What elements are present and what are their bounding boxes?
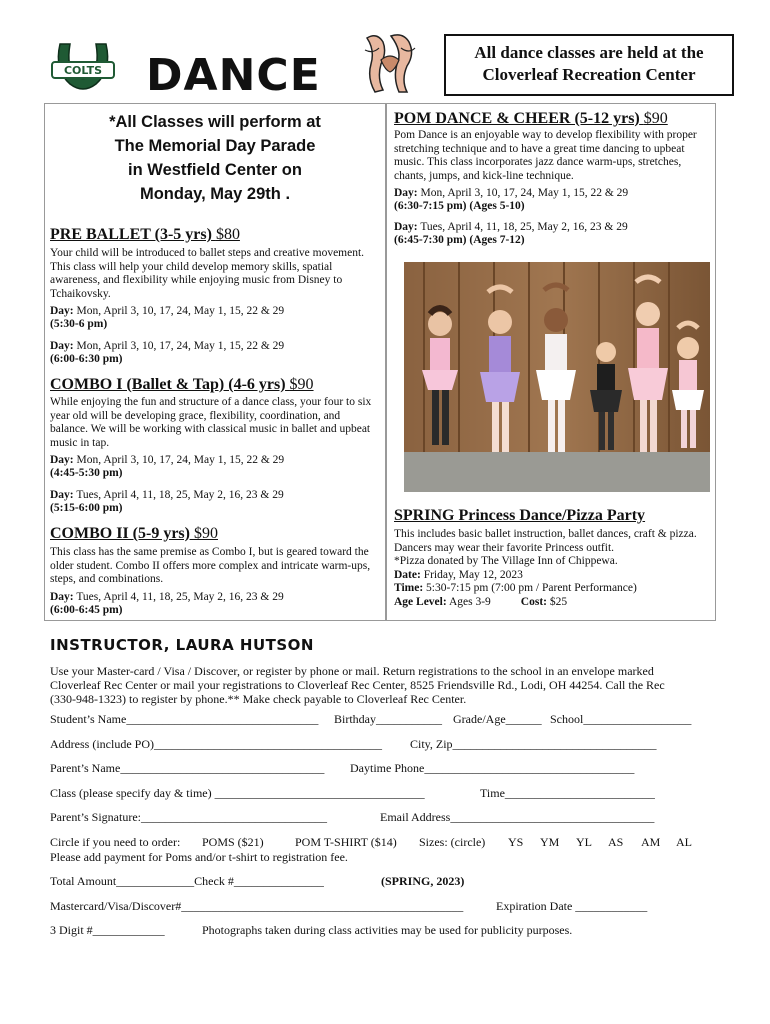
pom-schedule-1: Day: Mon, April 3, 10, 17, 24, May 1, 15, 22 & 29 (6:30-7:15 pm) (Ages 5-10)	[394, 187, 629, 212]
colts-horseshoe-logo	[50, 40, 116, 96]
dancer-illustration-icon	[357, 30, 423, 96]
spring-section	[394, 507, 710, 609]
registration-instructions	[50, 664, 665, 706]
pom-price: $90	[643, 110, 668, 127]
pre-ballet-price: $80	[215, 226, 240, 243]
season-label: (SPRING, 2023)	[381, 874, 465, 888]
class-field[interactable]: Class (please specify day & time) ___________________________________	[50, 786, 425, 800]
pom-description: Pom Dance is an enjoyable way to develop flexibility with proper stretching technique and to have a great time dancing to upbeat music. This class incorporates jazz dance warm-ups, stretches, chants, jumps, and kick-line technique.	[394, 129, 697, 182]
tshirt-option[interactable]: POM T-SHIRT ($14)	[295, 835, 397, 849]
venue-line-2: Cloverleaf Recreation Center	[482, 65, 696, 84]
combo-2-price: $90	[193, 525, 218, 542]
card-number-field[interactable]: Mastercard/Visa/Discover#_______________________________________________	[50, 899, 464, 913]
poms-option[interactable]: POMS ($21)	[202, 835, 264, 849]
payment-note: Please add payment for Poms and/or t-shirt to registration fee.	[50, 850, 348, 864]
parade-line-4: Monday, May 29th .	[139, 185, 291, 203]
parade-line-1: *All Classes will perform at	[109, 113, 321, 131]
size-al-option[interactable]: AL	[676, 835, 692, 849]
registration-line-3: (330-948-1323) to register by phone.** Make check payable to Cloverleaf Rec Center.	[50, 692, 467, 706]
combo-1-title: COMBO I (Ballet & Tap) (4-6 yrs) $90	[50, 376, 314, 393]
spring-date: Date: Friday, May 12, 2023	[394, 568, 523, 581]
pre-ballet-schedule-1: Day: Mon, April 3, 10, 17, 24, May 1, 15, 22 & 29 (5:30-6 pm)	[50, 305, 285, 330]
combo-1-schedule-2: Day: Tues, April 4, 11, 18, 25, May 2, 16, 23 & 29 (5:15-6:00 pm)	[50, 489, 284, 514]
venue-notice-box	[444, 34, 734, 96]
time-field[interactable]: Time_________________________	[480, 786, 655, 800]
spring-description: This includes basic ballet instruction, ballet dances, craft & pizza. Dancers may wear their favorite Princess outfit.	[394, 528, 697, 554]
combo-1-schedule-1: Day: Mon, April 3, 10, 17, 24, May 1, 15, 22 & 29 (4:45-5:30 pm)	[50, 454, 285, 479]
combo-1-price: $90	[289, 376, 314, 393]
combo-2-description: This class has the same premise as Combo I, but is geared toward the older student. Combo II offers more complex and intricate warm-ups, steps, and combinations.	[50, 546, 371, 585]
spring-pizza-note: *Pizza donated by The Village Inn of Chippewa.	[394, 555, 618, 567]
daytime-phone-field[interactable]: Daytime Phone___________________________________	[350, 761, 635, 775]
spring-age-cost: Age Level: Ages 3-9 Cost: $25	[394, 595, 568, 608]
combo-1-description: While enjoying the fun and structure of a dance class, your four to six year old will be developing grace, flexibility, coordination, and balance. We will be working with classical music in ballet and upbeat music in tap.	[50, 396, 372, 449]
photo-notice: Photographs taken during class activities may be used for publicity purposes.	[202, 923, 573, 937]
page-title: DANCE	[146, 50, 321, 101]
size-ys-option[interactable]: YS	[508, 835, 524, 849]
expiration-date-field[interactable]: Expiration Date ____________	[496, 899, 648, 913]
registration-line-1: Use your Master-card / Visa / Discover, or register by phone or mail. Return registrations to the school in an envelope marked	[50, 664, 654, 678]
three-digit-field[interactable]: 3 Digit #____________	[50, 923, 165, 937]
grade-age-field[interactable]: Grade/Age______	[453, 712, 542, 726]
combo-2-title: COMBO II (5-9 yrs) $90	[50, 525, 218, 542]
pre-ballet-title: PRE BALLET (3-5 yrs) $80	[50, 226, 240, 243]
combo-2-section	[50, 525, 380, 617]
parade-notice	[70, 110, 360, 206]
combo-1-section	[50, 376, 380, 515]
pom-schedule-2: Day: Tues, April 4, 11, 18, 25, May 2, 16, 23 & 29 (6:45-7:30 pm) (Ages 7-12)	[394, 221, 628, 246]
parade-line-3: in Westfield Center on	[128, 161, 302, 179]
sizes-label: Sizes: (circle)	[419, 835, 486, 849]
size-as-option[interactable]: AS	[608, 835, 624, 849]
combo-2-schedule-1: Day: Tues, April 4, 11, 18, 25, May 2, 16, 23 & 29 (6:00-6:45 pm)	[50, 590, 284, 616]
parent-signature-field[interactable]: Parent’s Signature:_______________________________	[50, 810, 327, 824]
pre-ballet-schedule-2: Day: Mon, April 3, 10, 17, 24, May 1, 15, 22 & 29 (6:00-6:30 pm)	[50, 340, 285, 365]
pom-title: POM DANCE & CHEER (5-12 yrs) $90	[394, 110, 668, 127]
registration-line-2: Cloverleaf Rec Center or mail your registrations to Cloverleaf Rec Center, 8525 Friendsville Rd., Lodi, OH 44254. Call the Rec	[50, 678, 665, 692]
size-am-option[interactable]: AM	[641, 835, 661, 849]
logo-text: COLTS	[63, 64, 103, 77]
venue-line-1: All dance classes are held at the	[474, 43, 704, 62]
order-circle-label: Circle if you need to order:	[50, 835, 181, 849]
email-field[interactable]: Email Address__________________________________	[380, 810, 655, 824]
spring-time: Time: 5:30-7:15 pm (7:00 pm / Parent Performance)	[394, 582, 637, 594]
total-check-field[interactable]: Total Amount_____________Check #_______________	[50, 874, 324, 888]
parade-line-2: The Memorial Day Parade	[114, 137, 316, 155]
student-name-field[interactable]: Student’s Name________________________________	[50, 712, 319, 726]
birthday-field[interactable]: Birthday___________	[334, 712, 442, 726]
parent-name-field[interactable]: Parent’s Name__________________________________	[50, 761, 325, 775]
instructor-heading: INSTRUCTOR, LAURA HUTSON	[50, 636, 314, 654]
city-zip-field[interactable]: City, Zip__________________________________	[410, 737, 657, 751]
spring-title: SPRING Princess Dance/Pizza Party	[394, 507, 646, 524]
pom-section	[394, 110, 710, 247]
pre-ballet-description: Your child will be introduced to ballet steps and creative movement. This class will help your child develop memory skills, spatial awareness, and flexibility while enjoying music from Disney to Tchaikovsky.	[50, 247, 365, 300]
size-yl-option[interactable]: YL	[576, 835, 592, 849]
pre-ballet-section	[50, 226, 380, 366]
size-ym-option[interactable]: YM	[540, 835, 560, 849]
address-field[interactable]: Address (include PO)______________________________________	[50, 737, 382, 751]
dancers-photo	[404, 262, 710, 492]
school-field[interactable]: School__________________	[550, 712, 692, 726]
